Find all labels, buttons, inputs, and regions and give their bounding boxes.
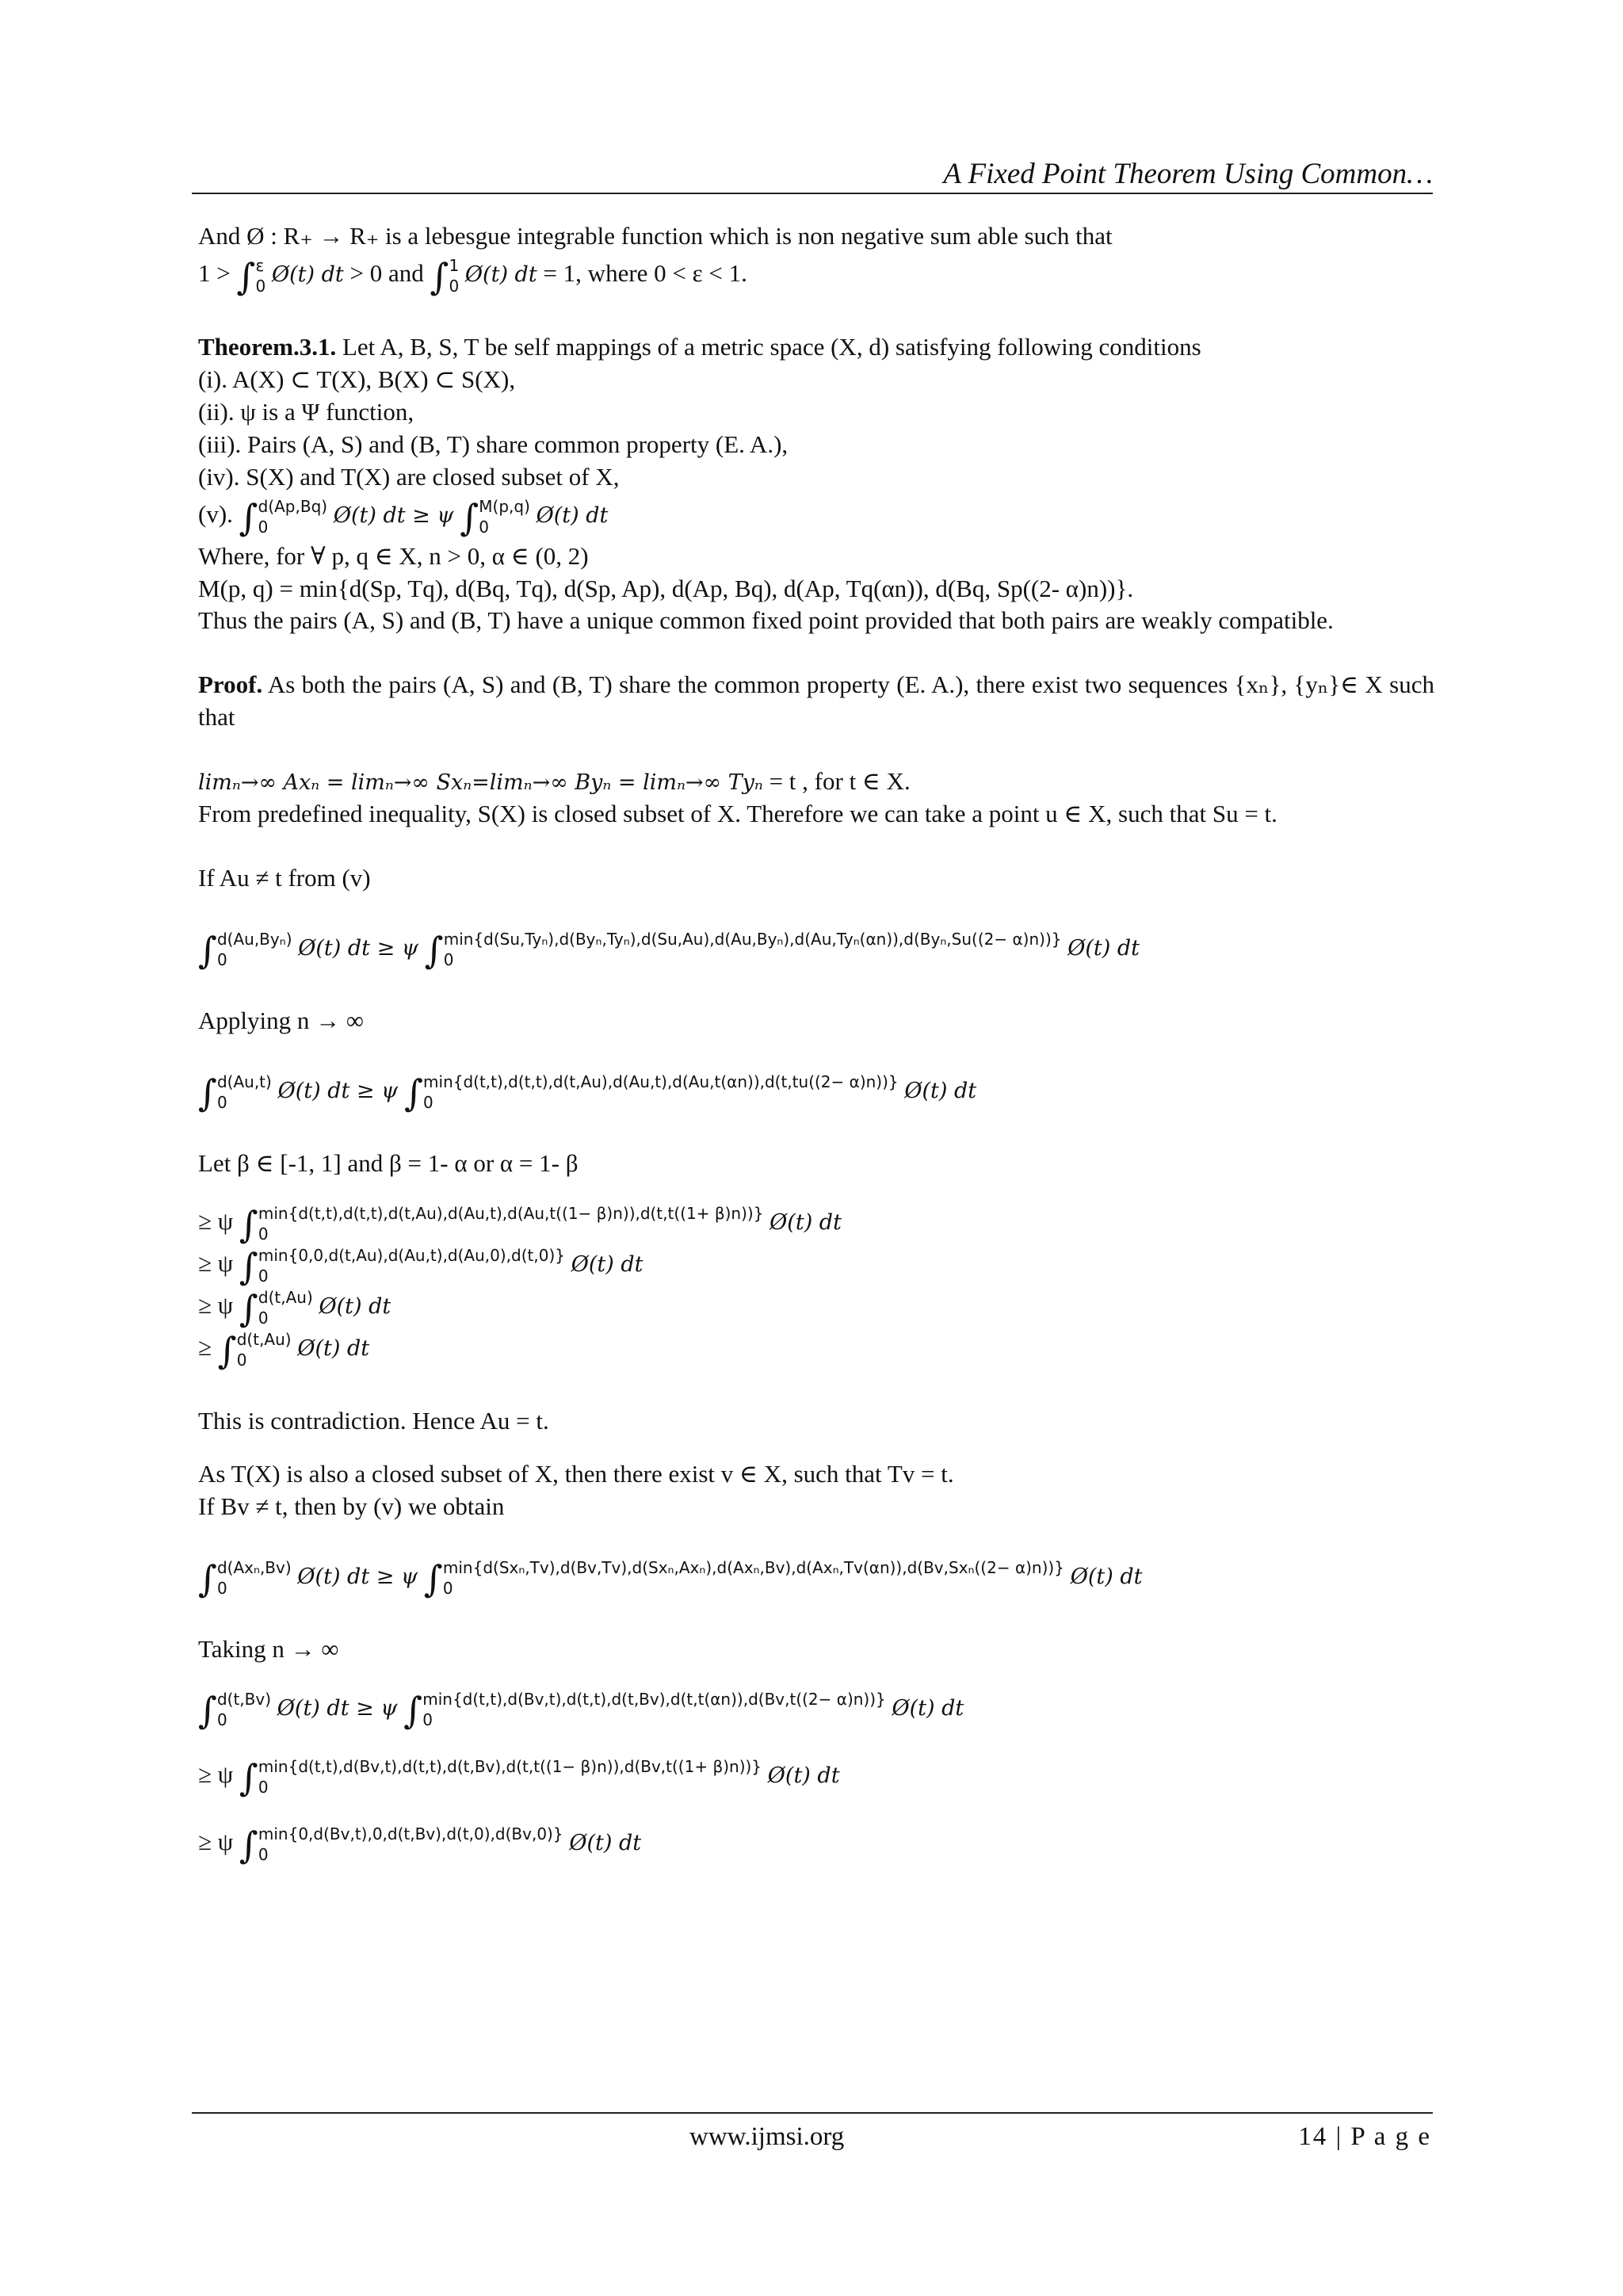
running-header: A Fixed Point Theorem Using Common…: [943, 158, 1433, 190]
equation: [198, 1203, 1434, 1247]
text-line: Let β ∈ [-1, 1] and β = 1- α or α = 1- β: [198, 1149, 579, 1178]
integral-sign: ∫: [217, 1329, 237, 1373]
upper-limit: min{d(t,t),d(t,t),d(t,Au),d(Au,t),d(Au,t((1− β)n)),d(t,t((1+ β)n))}: [258, 1203, 764, 1223]
theorem-statement: [198, 331, 1434, 364]
text: 1 >: [198, 259, 231, 288]
integrand: Ø(t) dt ≥ ψ: [333, 502, 454, 528]
integrand: Ø(t) dt: [319, 1294, 391, 1320]
page-number: 14 | P a g e: [1298, 2122, 1431, 2151]
equation: [198, 1824, 1434, 1867]
upper-limit: M(p,q): [479, 496, 530, 516]
integrand: Ø(t) dt ≥ ψ: [298, 936, 418, 961]
integral-sign: ∫: [239, 1287, 258, 1331]
integrand: Ø(t) dt: [297, 1336, 370, 1362]
integrand: Ø(t) dt ≥ ψ: [277, 1079, 399, 1104]
text: ≥ ψ: [198, 1291, 234, 1320]
text-line: M(p, q) = min{d(Sp, Tq), d(Bq, Tq), d(Sp, Ap), d(Ap, Bq), d(Ap, Tq(αn)), d(Bq, Sp((2- α)n))}.: [198, 574, 1134, 602]
lower-limit: 0: [216, 949, 227, 969]
page-body: [198, 220, 1434, 1868]
limit-equation: [198, 766, 1434, 798]
upper-limit: d(t,Bv): [216, 1690, 272, 1710]
integrand: Ø(t) dt: [569, 1831, 642, 1856]
text-line: And Ø : R₊ → R₊ is a lebesgue integrable function which is non negative sum able such that: [198, 222, 1113, 250]
upper-limit: min{0,0,d(t,Au),d(Au,t),d(Au,0),d(t,0)}: [258, 1246, 565, 1266]
upper-limit: min{d(Su,Tyₙ),d(Byₙ,Tyₙ),d(Su,Au),d(Au,Byₙ),d(Au,Tyₙ(αn)),d(Byₙ,Su((2− α)n))}: [443, 929, 1062, 949]
integrand: Ø(t) dt: [767, 1763, 840, 1789]
lower-limit: 0: [422, 1710, 433, 1730]
equation: [198, 929, 1434, 972]
text-line: From predefined inequality, S(X) is closed subset of X. Therefore we can take a point u ∈ X, such that Su = t.: [198, 800, 1277, 828]
text: > 0 and: [349, 259, 424, 288]
equation: [198, 1072, 1434, 1115]
text: = t , for t ∈ X.: [762, 767, 911, 796]
integral-sign: ∫: [404, 1072, 424, 1115]
text: Taking n → ∞: [198, 1635, 339, 1664]
integral-sign: ∫: [198, 1072, 217, 1115]
integral-sign: ∫: [198, 929, 217, 972]
integral-sign: ∫: [430, 255, 449, 299]
lower-limit: 0: [255, 276, 266, 296]
integrand: Ø(t) dt: [769, 1210, 842, 1236]
text: As both the pairs (A, S) and (B, T) share the common property (E. A.), there exist two sequences {xₙ}, {yₙ}∈ X such that: [198, 670, 1434, 732]
integral-sign: ∫: [239, 1245, 258, 1289]
footer-website: www.ijmsi.org: [689, 2122, 845, 2151]
integrand: Ø(t) dt: [571, 1252, 643, 1278]
lower-limit: 0: [258, 1224, 269, 1244]
lower-limit: 0: [443, 949, 454, 969]
lower-limit: 0: [216, 1579, 227, 1599]
equation: [198, 1689, 1434, 1733]
footer-rule: [192, 2112, 1433, 2114]
text-line: This is contradiction. Hence Au = t.: [198, 1407, 549, 1435]
integrand: Ø(t) dt: [464, 262, 537, 288]
integrand: Ø(t) dt: [1070, 1564, 1143, 1590]
lower-limit: 0: [258, 1778, 269, 1797]
equation: [198, 1287, 1434, 1331]
lower-limit: 0: [258, 1308, 269, 1328]
lower-limit: 0: [442, 1579, 453, 1599]
lower-limit: 0: [423, 1092, 433, 1112]
text: Let A, B, S, T be self mappings of a metric space (X, d) satisfying following conditions: [336, 333, 1201, 361]
proof-label: Proof.: [198, 670, 263, 699]
upper-limit: min{d(t,t),d(Bv,t),d(t,t),d(t,Bv),d(t,t(αn)),d(Bv,t((2− α)n))}: [422, 1690, 886, 1710]
lower-limit: 0: [258, 1845, 269, 1865]
condition-2: (ii). ψ is a Ψ function,: [198, 397, 414, 426]
equation: [198, 1245, 1434, 1289]
condition-1: (i). A(X) ⊂ T(X), B(X) ⊂ S(X),: [198, 365, 516, 393]
integral-sign: ∫: [239, 1824, 258, 1867]
integrand: Ø(t) dt: [536, 502, 609, 528]
lower-limit: 0: [258, 517, 269, 537]
text-line: Where, for ∀ p, q ∈ X, n > 0, α ∈ (0, 2): [198, 541, 589, 570]
upper-limit: ε: [255, 255, 265, 275]
integral-sign: ∫: [198, 1557, 217, 1601]
upper-limit: min{d(Sxₙ,Tv),d(Bv,Tv),d(Sxₙ,Axₙ),d(Axₙ,Bv),d(Axₙ,Tv(αn)),d(Bv,Sxₙ((2− α)n))}: [442, 1558, 1064, 1578]
upper-limit: min{d(t,t),d(Bv,t),d(t,t),d(t,Bv),d(t,t((1− β)n)),d(Bv,t((1+ β)n))}: [258, 1757, 762, 1777]
text: ≥ ψ: [198, 1760, 234, 1789]
lower-limit: 0: [216, 1710, 227, 1730]
text: ≥ ψ: [198, 1207, 234, 1236]
text-line: If Bv ≠ t, then by (v) we obtain: [198, 1492, 505, 1521]
upper-limit: min{d(t,t),d(t,t),d(t,Au),d(Au,t),d(Au,t(αn)),d(t,tu((2− α)n))}: [423, 1072, 899, 1091]
lower-limit: 0: [479, 517, 490, 537]
integral-sign: ∫: [239, 495, 258, 539]
theorem-label: Theorem.3.1.: [198, 333, 337, 361]
integrand: Ø(t) dt: [892, 1696, 964, 1721]
integrand: Ø(t) dt: [271, 262, 344, 288]
text: Applying n → ∞: [198, 1007, 364, 1035]
header-rule: [192, 193, 1433, 194]
text: (v).: [198, 499, 233, 528]
lower-limit: 0: [258, 1266, 269, 1286]
equation: [198, 255, 1434, 299]
integral-sign: ∫: [460, 495, 479, 539]
upper-limit: d(t,Au): [258, 1288, 313, 1308]
text: ≥ ψ: [198, 1249, 234, 1278]
integral-sign: ∫: [198, 1689, 217, 1733]
integral-sign: ∫: [403, 1689, 423, 1733]
text-paragraph: Thus the pairs (A, S) and (B, T) have a unique common fixed point provided that both pairs are weakly compatible.: [198, 606, 1334, 635]
integrand: Ø(t) dt: [1067, 936, 1140, 961]
text-line: [198, 1633, 1434, 1666]
limit-expression: limₙ→∞ Axₙ = limₙ→∞ Sxₙ=limₙ→∞ Byₙ = limₙ→∞ Tyₙ: [198, 770, 763, 796]
condition-5: [198, 495, 1434, 539]
integral-sign: ∫: [239, 1756, 258, 1800]
upper-limit: d(Axₙ,Bv): [216, 1558, 292, 1578]
text-line: As T(X) is also a closed subset of X, then there exist v ∈ X, such that Tv = t.: [198, 1460, 954, 1488]
integrand: Ø(t) dt ≥ ψ: [297, 1564, 418, 1590]
upper-limit: d(t,Au): [236, 1330, 292, 1350]
upper-limit: d(Au,t): [216, 1072, 272, 1091]
condition-3: (iii). Pairs (A, S) and (B, T) share common property (E. A.),: [198, 430, 789, 458]
upper-limit: 1: [449, 255, 460, 275]
text: ≥: [198, 1333, 212, 1362]
condition-4: (iv). S(X) and T(X) are closed subset of X,: [198, 462, 620, 491]
integral-sign: ∫: [236, 255, 256, 299]
lower-limit: 0: [216, 1092, 227, 1112]
text-line: If Au ≠ t from (v): [198, 864, 371, 892]
integral-sign: ∫: [423, 1557, 443, 1601]
lower-limit: 0: [236, 1350, 247, 1370]
equation: [198, 1557, 1434, 1601]
upper-limit: min{0,d(Bv,t),0,d(t,Bv),d(t,0),d(Bv,0)}: [258, 1824, 563, 1844]
proof-paragraph: [198, 669, 1434, 734]
upper-limit: d(Au,Byₙ): [216, 929, 292, 949]
equation: [198, 1329, 1434, 1373]
equation: [198, 1756, 1434, 1800]
upper-limit: d(Ap,Bq): [258, 496, 328, 516]
integral-sign: ∫: [239, 1203, 258, 1247]
integrand: Ø(t) dt: [904, 1079, 977, 1104]
lower-limit: 0: [449, 276, 460, 296]
text: = 1, where 0 < ε < 1.: [543, 259, 747, 288]
integrand: Ø(t) dt ≥ ψ: [277, 1696, 398, 1721]
text: ≥ ψ: [198, 1828, 234, 1856]
text-line: [198, 1005, 1434, 1037]
integral-sign: ∫: [424, 929, 444, 972]
